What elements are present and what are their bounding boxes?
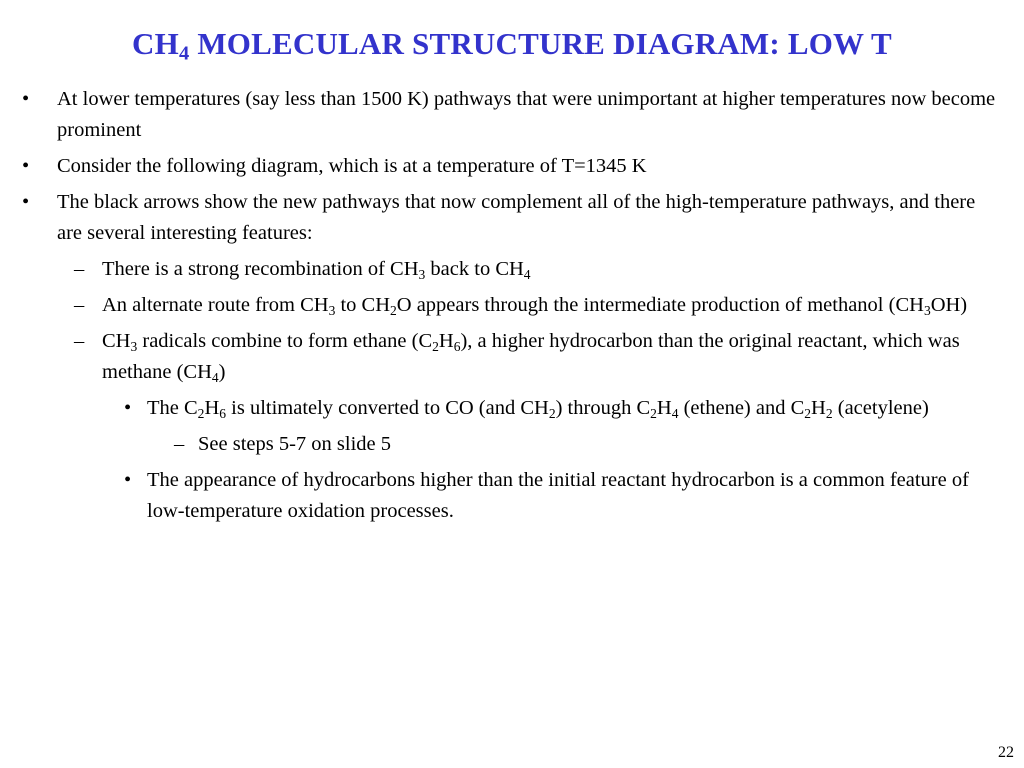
sub-sub-sub-bullet-text: See steps 5-7 on slide 5 [198, 433, 392, 455]
text-run: H [204, 397, 220, 419]
sub-bullet-text [102, 294, 967, 316]
text-run: back to CH [425, 258, 524, 280]
text-run: OH) [930, 294, 968, 316]
bullet-marker: • [22, 191, 30, 213]
bullet-marker: • [124, 397, 132, 419]
text-run: (ethene) and C [678, 397, 805, 419]
sub-sub-bullet-text [147, 397, 929, 419]
subscript: 3 [923, 302, 931, 318]
subscript: 4 [523, 266, 531, 282]
dash-marker: – [174, 433, 185, 455]
subscript: 2 [650, 405, 657, 421]
page-number: 22 [998, 744, 1014, 761]
bullet-marker: • [22, 155, 30, 177]
text-run: ), a higher hydrocarbon than the original reactant, which was methane (CH [102, 330, 960, 383]
bullet-list [0, 84, 1024, 532]
bullet-text: At lower temperatures (say less than 1500 K) pathways that were unimportant at higher temperatures now become prominent [57, 88, 996, 141]
text-run: O appears through the intermediate production of methanol (CH [396, 294, 924, 316]
subscript: 3 [328, 302, 336, 318]
text-run: H [438, 330, 454, 352]
text-run: (acetylene) [832, 397, 929, 419]
text-run: ) [218, 361, 226, 383]
sub-bullet-item [0, 326, 1024, 388]
sub-sub-sub-bullet-item [0, 429, 1024, 460]
bullet-marker: • [22, 88, 30, 110]
sub-sub-bullet-item [0, 465, 1024, 527]
dash-marker: – [74, 330, 85, 352]
subscript: 6 [219, 405, 227, 421]
subscript: 2 [548, 405, 556, 421]
bullet-text: The black arrows show the new pathways that now complement all of the high-temperature pathways, and there are several interesting features: [57, 191, 976, 244]
dash-marker: – [74, 258, 85, 280]
subscript: 6 [453, 338, 461, 354]
subscript: 4 [671, 405, 679, 421]
subscript: 2 [804, 405, 812, 421]
subscript: 3 [130, 338, 138, 354]
bullet-item [0, 187, 1024, 249]
sub-bullet-text [102, 258, 531, 280]
subscript: 2 [390, 302, 397, 318]
bullet-text: Consider the following diagram, which is at a temperature of T=1345 K [57, 155, 647, 177]
text-run: An alternate route from CH [102, 294, 329, 316]
bullet-marker: • [124, 469, 132, 491]
dash-marker: – [74, 294, 85, 316]
title-formula-subscript: 4 [178, 42, 190, 65]
subscript: 4 [211, 369, 219, 385]
text-run: There is a strong recombination of CH [102, 258, 419, 280]
subscript: 2 [825, 405, 833, 421]
text-run: to CH [335, 294, 391, 316]
text-run: ) through C [555, 397, 651, 419]
bullet-item [0, 151, 1024, 182]
subscript: 3 [418, 266, 426, 282]
text-run: CH [102, 330, 131, 352]
sub-bullet-item [0, 290, 1024, 321]
text-run: The C [147, 397, 198, 419]
text-run: H [656, 397, 672, 419]
sub-bullet-item [0, 254, 1024, 285]
text-run: is ultimately converted to CO (and CH [226, 397, 549, 419]
sub-sub-bullet-text: The appearance of hydrocarbons higher than the initial reactant hydrocarbon is a common feature of low-temperature oxidation processes. [147, 469, 969, 522]
text-run: radicals combine to form ethane (C [137, 330, 433, 352]
text-run: H [811, 397, 826, 419]
title-formula: CH [132, 26, 179, 61]
slide-title [0, 22, 1024, 66]
subscript: 2 [432, 338, 439, 354]
subscript: 2 [197, 405, 205, 421]
sub-bullet-text [102, 330, 960, 383]
sub-sub-bullet-item [0, 393, 1024, 424]
bullet-item [0, 84, 1024, 146]
title-text: MOLECULAR STRUCTURE DIAGRAM: LOW T [189, 26, 892, 61]
